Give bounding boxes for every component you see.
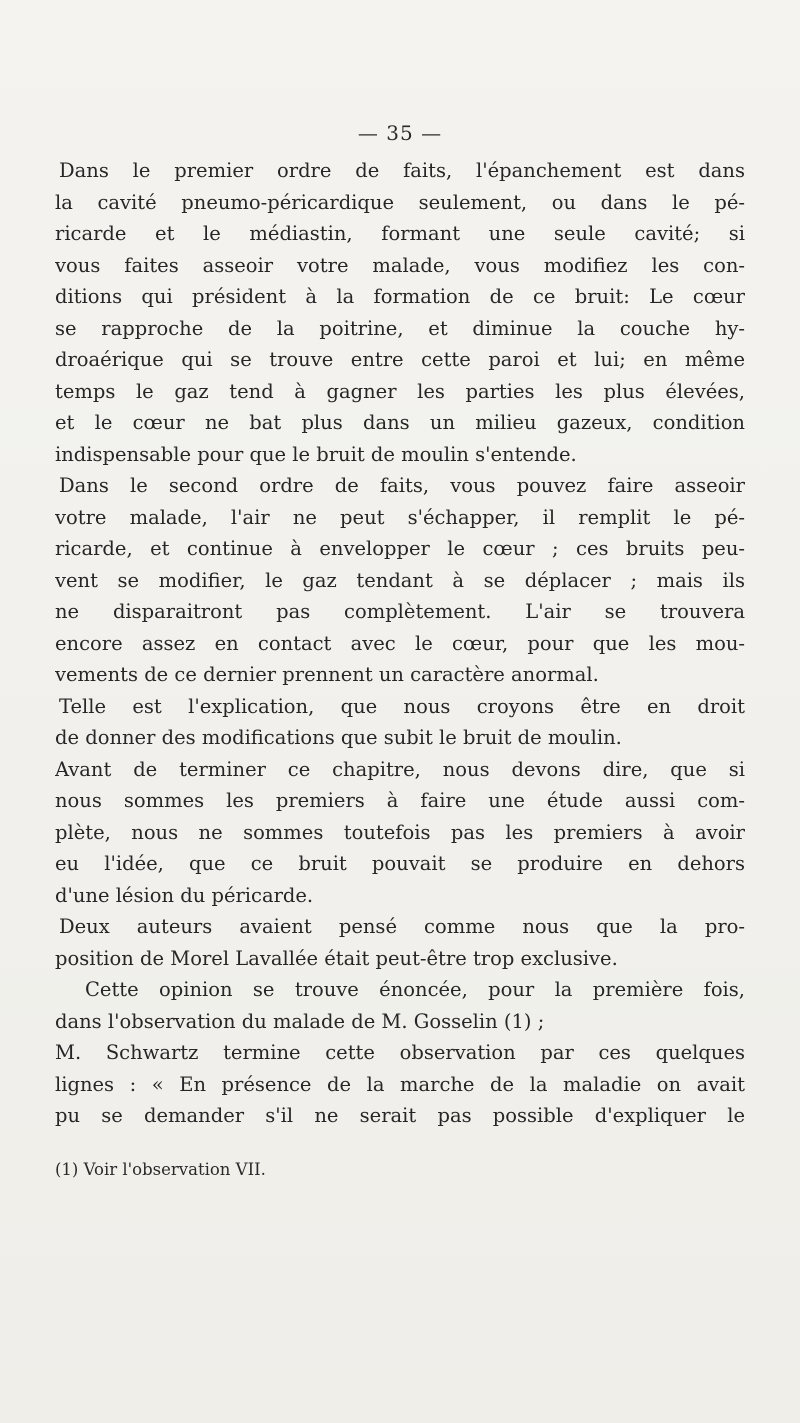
text-line: vent se modifier, le gaz tendant à se déplacer ; mais ils xyxy=(55,568,745,592)
text-line: Cette opinion se trouve énoncée, pour la première fois, xyxy=(85,978,745,1001)
text-line: droaérique qui se trouve entre cette paroi et lui; en même xyxy=(55,348,745,371)
text-line: plète, nous ne sommes toutefois pas les premiers à avoir xyxy=(55,820,745,844)
text-line: Deux auteurs avaient pensé comme nous que la pro- xyxy=(59,915,745,938)
text-line: position de Morel Lavallée était peut-être trop exclusive. xyxy=(55,946,618,970)
text-line: Telle est l'explication, que nous croyons être en droit xyxy=(59,694,745,718)
footnote: (1) Voir l'observation VII. xyxy=(55,1160,266,1179)
text-line: votre malade, l'air ne peut s'échapper, il remplit le pé- xyxy=(55,505,745,529)
text-line: ricarde, et continue à envelopper le cœur ; ces bruits peu- xyxy=(55,537,745,560)
page-number: — 35 — xyxy=(357,121,443,145)
text-line: se rapproche de la poitrine, et diminue la couche hy- xyxy=(55,316,745,340)
text-line: lignes : « En présence de la marche de la maladie on avait xyxy=(55,1072,745,1096)
text-line: encore assez en contact avec le cœur, pour que les mou- xyxy=(55,631,745,655)
text-line: et le cœur ne bat plus dans un milieu gazeux, condition xyxy=(55,411,745,434)
text-line: vements de ce dernier prennent un caractère anormal. xyxy=(55,663,599,686)
text-line: indispensable pour que le bruit de moulin s'entende. xyxy=(55,442,577,466)
text-line: ne disparaitront pas complètement. L'air se trouvera xyxy=(55,600,745,623)
text-line: ditions qui président à la formation de ce bruit: Le cœur xyxy=(55,285,745,308)
text-line: d'une lésion du péricarde. xyxy=(55,883,314,907)
text-line: ricarde et le médiastin, formant une seule cavité; si xyxy=(55,222,745,245)
text-line: Dans le premier ordre de faits, l'épanchement est dans xyxy=(59,159,745,182)
text-line: de donner des modifications que subit le bruit de moulin. xyxy=(55,726,622,749)
text-line: Avant de terminer ce chapitre, nous devons dire, que si xyxy=(55,757,745,781)
text-line: temps le gaz tend à gagner les parties les plus élevées, xyxy=(55,379,745,403)
text-line: nous sommes les premiers à faire une étude aussi com- xyxy=(55,789,745,812)
text-line: la cavité pneumo-péricardique seulement, ou dans le pé- xyxy=(55,190,745,214)
text-line: dans l'observation du malade de M. Gosselin (1) ; xyxy=(55,1009,545,1033)
text-line: pu se demander s'il ne serait pas possible d'expliquer le xyxy=(55,1104,745,1127)
text-line: Dans le second ordre de faits, vous pouvez faire asseoir xyxy=(59,474,745,497)
text-line: vous faites asseoir votre malade, vous modifiez les con- xyxy=(55,253,745,277)
text-line: eu l'idée, que ce bruit pouvait se produire en dehors xyxy=(55,852,745,875)
text-line: M. Schwartz termine cette observation par ces quelques xyxy=(55,1041,745,1064)
body-text xyxy=(55,155,745,1132)
